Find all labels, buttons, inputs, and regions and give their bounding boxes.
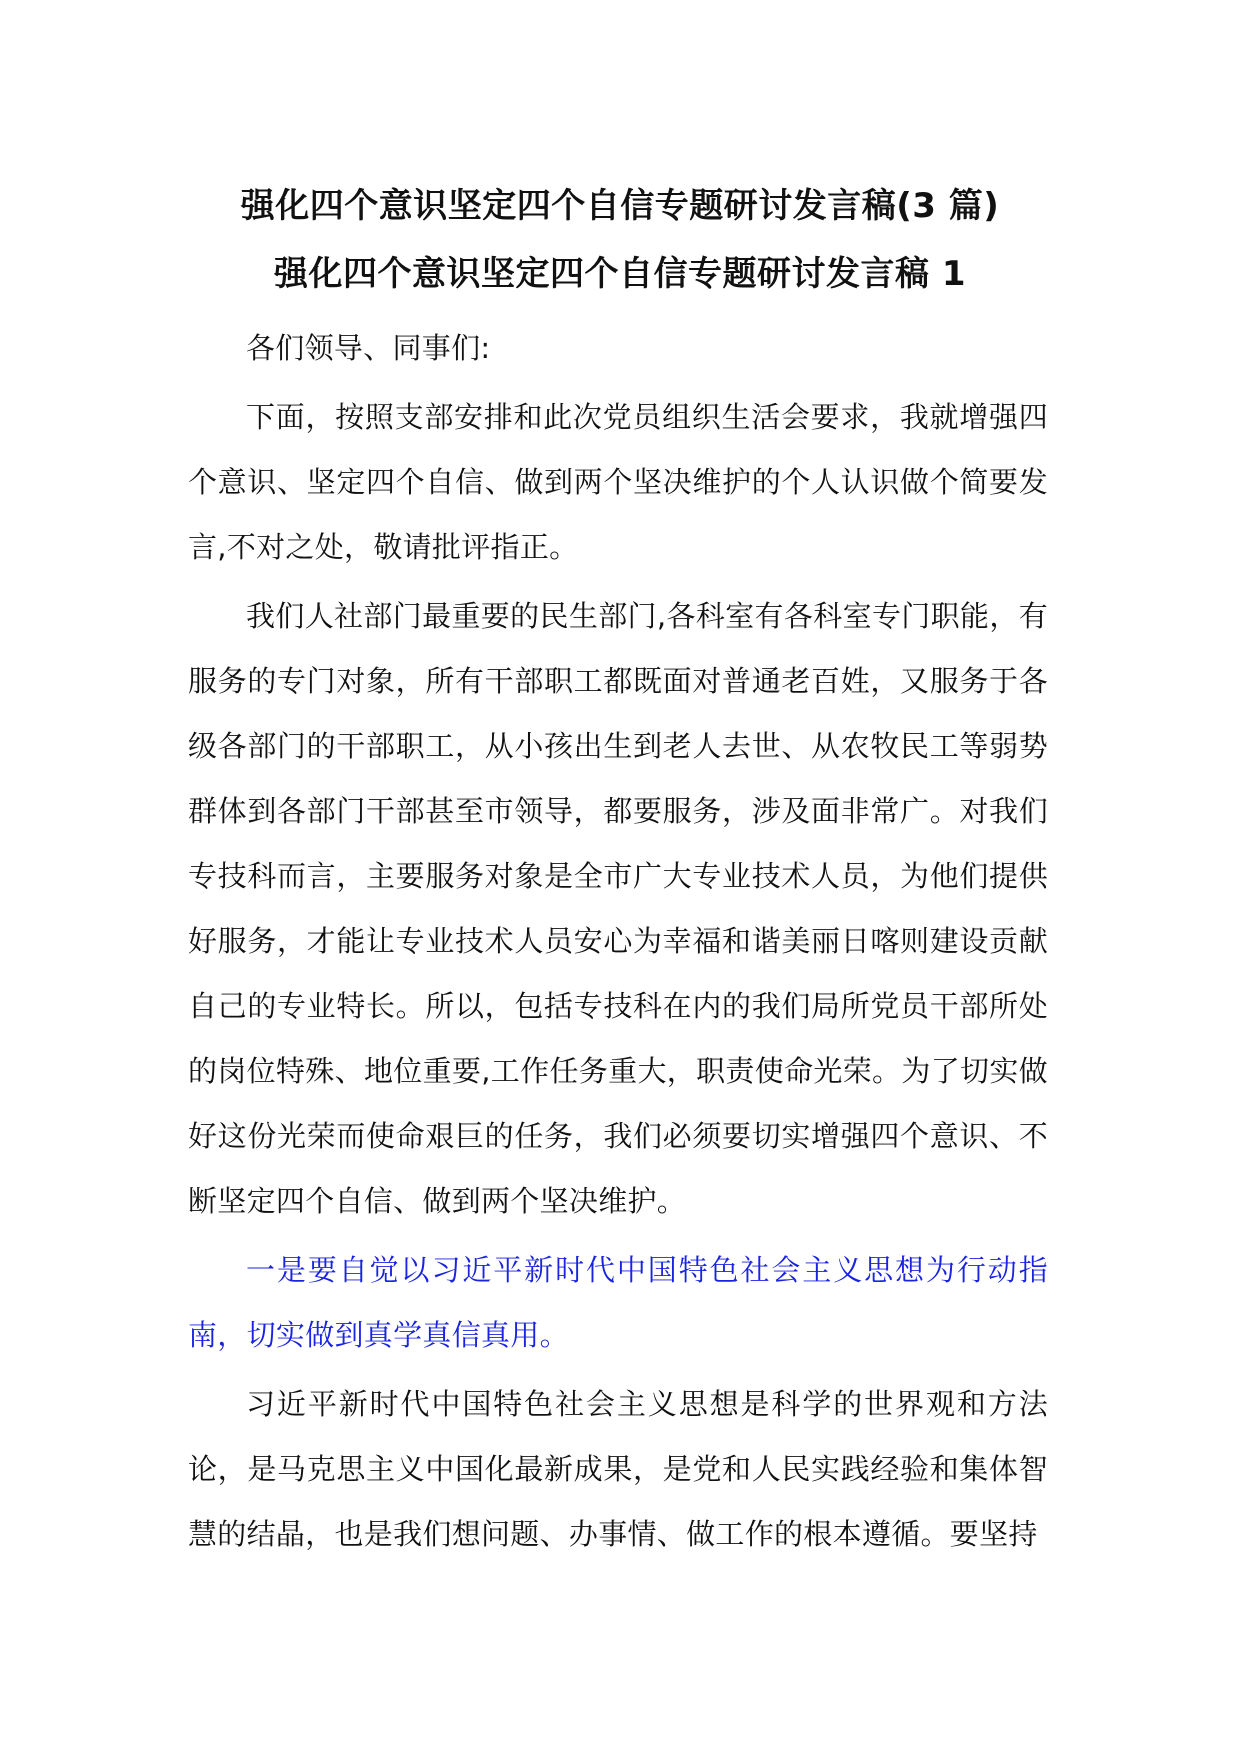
intro-paragraph: 下面，按照支部安排和此次党员组织生活会要求，我就增强四个意识、坚定四个自信、做到两个坚决维护的个人认识做个简要发言,不对之处，敬请批评指正。: [188, 400, 1048, 564]
document-title: 强化四个意识坚定四个自信专题研讨发言稿(3 篇): [240, 186, 1000, 226]
section-heading-paragraph: 一是要自觉以习近平新时代中国特色社会主义思想为行动指南，切实做到真学真信真用。: [188, 1253, 1048, 1352]
document-subtitle: 强化四个意识坚定四个自信专题研讨发言稿 1: [274, 254, 966, 294]
body-paragraph-continued: 习近平新时代中国特色社会主义思想是科学的世界观和方法论，是马克思主义中国化最新成果，是党和人民实践经验和集体智慧的结晶，也是我们想问题、办事情、做工作的根本遵循。要坚持: [188, 1387, 1048, 1551]
body-paragraph: 我们人社部门最重要的民生部门,各科室有各科室专门职能，有服务的专门对象，所有干部职工都既面对普通老百姓，又服务于各级各部门的干部职工，从小孩出生到老人去世、从农牧民工等弱势群体到各部门干部甚至市领导，都要服务，涉及面非常广。对我们专技科而言，主要服务对象是全市广大专业技术人员，为他们提供好服务，才能让专业技术人员安心为幸福和谐美丽日喀则建设贡献自己的专业特长。所以，包括专技科在内的我们局所党员干部所处的岗位特殊、地位重要,工作任务重大，职责使命光荣。为了切实做好这份光荣而使命艰巨的任务，我们必须要切实增强四个意识、不断坚定四个自信、做到两个坚决维护。: [188, 599, 1048, 1218]
document-body: [188, 316, 1048, 1571]
greeting-paragraph: 各们领导、同事们:: [246, 331, 491, 365]
